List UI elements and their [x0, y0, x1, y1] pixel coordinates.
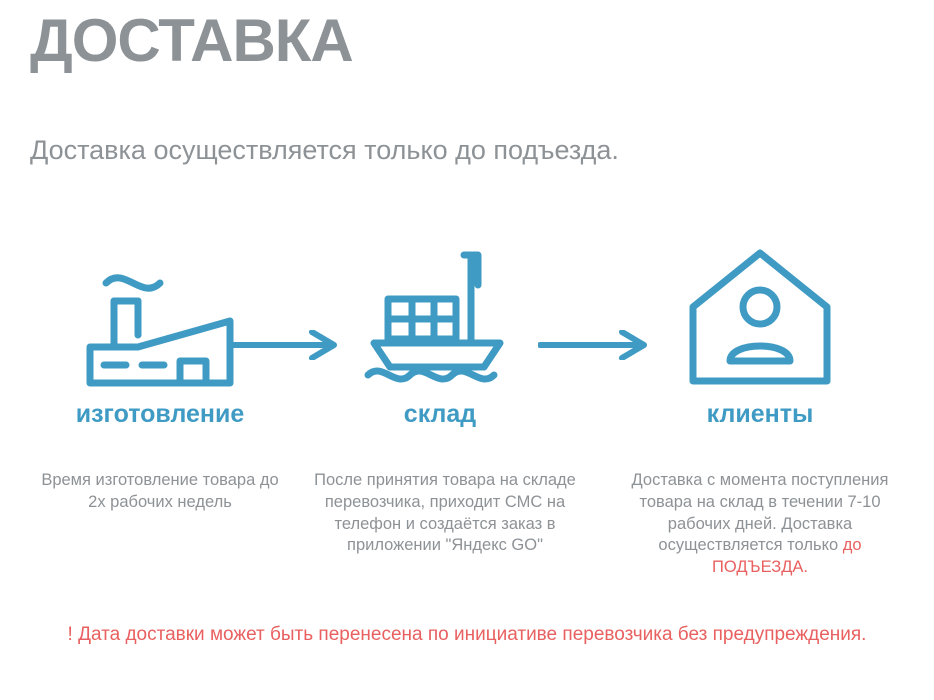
- flow-label-clients: клиенты: [706, 400, 814, 428]
- flow-description-clients-text: Доставка с момента поступления товара на склад в течении 7-10 рабочих дней. Доставка осуществляется только: [631, 471, 889, 555]
- flow-description-clients: [620, 470, 900, 579]
- flow-description-warehouse: После принятия товара на складе перевозчика, приходит СМС на телефон и создаётся заказ в приложении "Яндекс GO": [314, 471, 576, 555]
- flow-node-production: [40, 240, 280, 400]
- flow-node-clients: [640, 240, 880, 400]
- footnote-warning: ! Дата доставки может быть перенесена по инициативе перевозчика без предупреждения.: [67, 624, 867, 645]
- flow-labels: [0, 400, 934, 440]
- flow-label-warehouse: склад: [403, 400, 477, 428]
- page-title: ДОСТАВКА: [30, 7, 353, 74]
- flow-description-production: Время изготовление товара до 2х рабочих недель: [41, 471, 279, 511]
- house-person-icon: [685, 245, 835, 395]
- page-subtitle: Доставка осуществляется только до подъезда.: [30, 135, 619, 165]
- factory-icon: [80, 243, 240, 398]
- cargo-ship-icon: [360, 243, 520, 398]
- flow-label-production: изготовление: [75, 400, 245, 428]
- flow-node-warehouse: [320, 240, 560, 400]
- flow-description-clients-highlight: до ПОДЪЕЗДА.: [712, 536, 862, 577]
